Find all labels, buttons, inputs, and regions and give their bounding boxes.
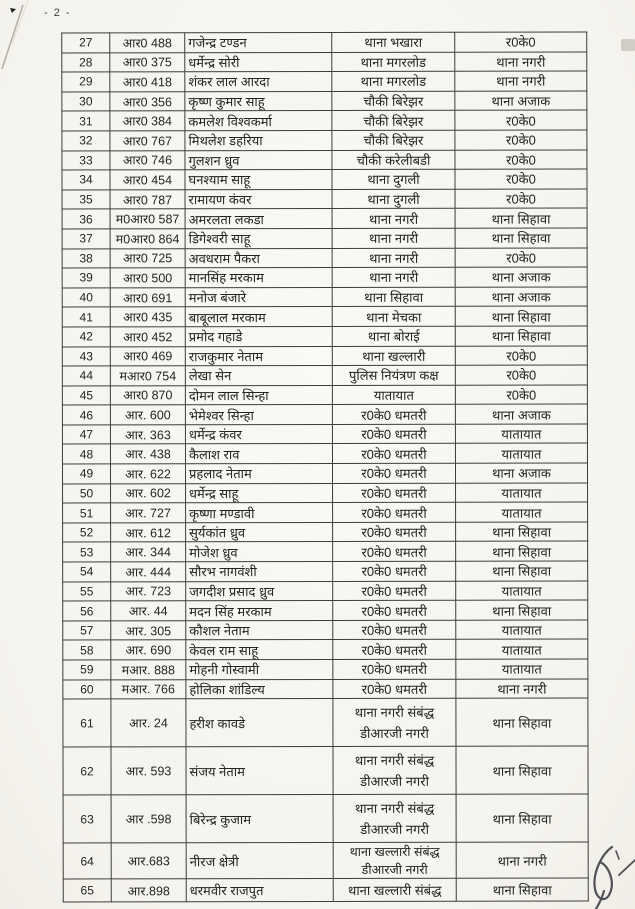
cell-serial-number: 28 <box>62 52 110 72</box>
cell-officer-name: धरमवीर राजपुत <box>186 879 333 902</box>
current-posting-line1: थाना खल्लारी <box>362 348 426 364</box>
cell-new-posting: थाना अजाक <box>455 463 587 483</box>
cell-officer-name: मानसिंह मरकाम <box>185 268 332 288</box>
current-posting-line1: थाना नगरी <box>369 250 419 266</box>
signature-mark <box>594 847 635 909</box>
current-posting-line1: थाना नगरी संबंद्ध <box>354 704 435 721</box>
table-row <box>63 620 588 641</box>
cell-badge-number: आर0 870 <box>110 385 185 405</box>
cell-officer-name: धर्मेन्द्र सोरी <box>185 52 332 72</box>
cell-new-posting: थाना नगरी <box>456 679 588 699</box>
table-row <box>62 287 587 308</box>
cell-new-posting: र0के0 <box>455 365 587 385</box>
cell-serial-number: 60 <box>63 679 111 699</box>
cell-current-posting <box>333 503 456 523</box>
cell-badge-number: आर. 690 <box>111 640 186 660</box>
current-posting-line2: डीआरजी नगरी <box>360 822 430 838</box>
cell-officer-name: भेमेश्वर सिन्हा <box>185 405 332 425</box>
cell-new-posting: थाना अजाक <box>455 91 587 111</box>
cell-new-posting: थाना सिहावा <box>456 600 588 620</box>
table-row <box>62 248 587 269</box>
cell-current-posting <box>332 189 455 209</box>
page-fold-line-artifact <box>2 5 23 69</box>
current-posting-line1: र0के0 धमतरी <box>361 662 427 678</box>
current-posting-line2: डीआरजी नगरी <box>361 863 428 878</box>
cell-officer-name: राजकुमार नेताम <box>185 346 332 366</box>
cell-current-posting <box>332 287 455 307</box>
cell-current-posting <box>332 385 455 405</box>
transfer-list-table <box>61 32 589 903</box>
cell-serial-number: 30 <box>62 92 110 112</box>
cell-serial-number: 46 <box>62 405 110 425</box>
cell-new-posting: थाना सिहावा <box>456 561 588 581</box>
cell-current-posting <box>332 365 455 385</box>
cell-officer-name: अमरलता लकडा <box>185 209 332 229</box>
cell-serial-number: 61 <box>63 699 111 747</box>
cell-current-posting <box>332 32 455 52</box>
current-posting-line1: थाना खल्लारी संबंद्ध <box>349 844 440 860</box>
cell-new-posting: यातायात <box>456 639 588 659</box>
current-posting-line1: र0के0 धमतरी <box>361 407 427 423</box>
cell-badge-number: आर. 44 <box>111 601 186 621</box>
current-posting-line1: थाना भखारा <box>364 35 423 51</box>
cell-new-posting: थाना सिहावा <box>455 208 587 228</box>
cell-badge-number: आर. 363 <box>110 425 185 445</box>
table-row <box>62 326 587 347</box>
table-row <box>62 346 587 367</box>
cell-serial-number: 36 <box>62 209 110 229</box>
cell-current-posting <box>332 405 455 425</box>
cell-badge-number: आर. 612 <box>111 523 186 543</box>
cell-serial-number: 53 <box>63 542 111 562</box>
cell-current-posting <box>332 228 455 248</box>
cell-badge-number: आर.683 <box>111 843 186 879</box>
cell-officer-name: धर्मेन्द्र साहू <box>186 483 333 503</box>
cell-badge-number: आर0 452 <box>110 327 185 347</box>
cell-new-posting: थाना सिहावा <box>456 698 588 746</box>
cell-current-posting <box>332 424 455 444</box>
cell-current-posting <box>332 463 455 483</box>
cell-serial-number: 40 <box>62 288 110 308</box>
current-posting-line1: थाना नगरी <box>369 270 419 286</box>
cell-officer-name: गुलशन ध्रुव <box>185 150 332 170</box>
cell-badge-number: मआर. 888 <box>111 660 186 680</box>
table-row <box>63 659 588 680</box>
cell-officer-name: बाबूलाल मरकाम <box>185 307 332 327</box>
table-row <box>63 679 588 700</box>
cell-serial-number: 45 <box>62 386 110 406</box>
cell-badge-number: आर. 24 <box>111 699 186 747</box>
table-row <box>62 385 587 406</box>
table-row <box>62 169 587 190</box>
current-posting-line1: र0के0 धमतरी <box>361 446 427 462</box>
cell-officer-name: प्रहलाद नेताम <box>185 464 332 484</box>
cell-badge-number: आर.898 <box>111 879 186 902</box>
cell-new-posting: यातायात <box>456 620 588 640</box>
cell-serial-number: 65 <box>63 879 111 902</box>
cell-current-posting <box>333 878 456 901</box>
current-posting-line1: र0के0 धमतरी <box>361 622 427 639</box>
cell-officer-name: लेखा सेन <box>185 366 332 386</box>
cell-badge-number: मआर. 766 <box>111 679 186 699</box>
cell-badge-number: आर. 600 <box>110 405 185 425</box>
cell-current-posting <box>332 248 455 268</box>
cell-new-posting: थाना सिहावा <box>456 541 588 561</box>
cell-serial-number: 42 <box>62 327 110 347</box>
table-row <box>62 110 587 131</box>
cell-new-posting: यातायात <box>455 424 587 444</box>
cell-officer-name: केवल राम साहू <box>186 640 333 660</box>
current-posting-line1: थाना मगरलोड <box>360 54 427 70</box>
cell-officer-name: धर्मेन्द्र कंवर <box>185 424 332 444</box>
cell-serial-number: 64 <box>63 843 111 879</box>
cell-current-posting <box>332 346 455 366</box>
cell-serial-number: 33 <box>62 150 110 170</box>
current-posting-line1: थाना बोराई <box>367 329 420 345</box>
current-posting-line1: र0के0 धमतरी <box>361 485 427 501</box>
current-posting-line1: चौकी करेलीबडी <box>356 152 431 168</box>
cell-new-posting: थाना सिहावा <box>456 746 588 794</box>
current-posting-line1: थाना दुगली <box>367 172 420 188</box>
cell-badge-number: आर0 356 <box>110 92 185 112</box>
cell-new-posting: थाना सिहावा <box>455 326 587 346</box>
cell-serial-number: 31 <box>62 111 110 131</box>
cell-officer-name: जगदीश प्रसाद ध्रुव <box>186 581 333 601</box>
table-row <box>62 32 587 53</box>
cell-current-posting <box>332 169 455 189</box>
cell-current-posting <box>333 679 456 699</box>
table-row <box>62 189 587 210</box>
current-posting-line1: थाना नगरी <box>369 211 419 227</box>
current-posting-line1: थाना नगरी संबंद्ध <box>354 752 435 769</box>
cell-serial-number: 51 <box>63 503 111 523</box>
cell-badge-number: आर0 691 <box>110 287 185 307</box>
page-number: - 2 - <box>44 7 72 19</box>
current-posting-line1: र0के0 धमतरी <box>361 564 427 580</box>
cell-serial-number: 37 <box>62 229 110 249</box>
cell-new-posting: यातायात <box>456 502 588 522</box>
cell-current-posting <box>332 209 455 229</box>
table-row <box>63 502 588 523</box>
ink-speck-artifact <box>10 8 16 13</box>
table-row <box>63 522 588 543</box>
table-body <box>62 32 589 902</box>
cell-current-posting <box>333 659 456 679</box>
current-posting-line1: चौकी बिरेझर <box>363 133 424 149</box>
cell-badge-number: आर0 384 <box>110 111 185 131</box>
current-posting-line1: र0के0 धमतरी <box>361 466 427 482</box>
cell-new-posting: यातायात <box>456 581 588 601</box>
cell-officer-name: रामायण कंवर <box>185 189 332 209</box>
cell-new-posting: यातायात <box>455 444 587 464</box>
cell-serial-number: 38 <box>62 248 110 268</box>
cell-officer-name: मनोज बंजारे <box>185 287 332 307</box>
table-row <box>62 365 587 386</box>
current-posting-line1: र0के0 धमतरी <box>361 642 427 658</box>
table-row <box>63 698 588 747</box>
cell-serial-number: 50 <box>63 484 111 504</box>
current-posting-line2: डीआरजी नगरी <box>360 774 429 790</box>
cell-badge-number: आर. 602 <box>111 483 186 503</box>
cell-new-posting: थाना नगरी <box>455 52 587 72</box>
current-posting-line2: डीआरजी नगरी <box>360 726 429 742</box>
cell-new-posting: थाना नगरी <box>455 71 587 91</box>
cell-current-posting <box>332 71 455 91</box>
cell-serial-number: 29 <box>62 72 110 92</box>
current-posting-line1: चौकी बिरेझर <box>363 113 424 129</box>
cell-badge-number: आर. 593 <box>111 747 186 795</box>
table-row <box>62 208 587 229</box>
cell-new-posting: र0के0 <box>455 110 587 130</box>
cell-current-posting <box>332 150 455 170</box>
current-posting-line1: पुलिस नियंत्रण कक्ष <box>349 368 439 384</box>
cell-new-posting: र0के0 <box>455 32 587 52</box>
cell-new-posting: थाना अजाक <box>455 404 587 424</box>
cell-serial-number: 63 <box>63 795 111 843</box>
current-posting-line1: र0के0 धमतरी <box>361 681 428 697</box>
current-posting-line1: थाना मेचका <box>366 309 422 325</box>
cell-current-posting <box>332 267 455 287</box>
cell-serial-number: 56 <box>63 601 111 621</box>
table-row <box>62 306 587 327</box>
cell-new-posting: यातायात <box>456 483 588 503</box>
current-posting-line1: थाना नगरी संबंद्ध <box>354 800 435 817</box>
cell-serial-number: 48 <box>62 444 110 464</box>
cell-new-posting: थाना सिहावा <box>456 794 588 842</box>
table-row <box>62 130 587 151</box>
cell-officer-name: हरीश कावडे <box>186 699 333 747</box>
cell-new-posting: र0के0 <box>455 346 587 366</box>
cell-new-posting: थाना सिहावा <box>456 878 588 901</box>
cell-current-posting <box>332 91 455 111</box>
cell-officer-name: संजय नेताम <box>186 747 333 795</box>
cell-current-posting <box>333 794 456 842</box>
current-posting-line1: चौकी बिरेझर <box>363 93 424 110</box>
cell-badge-number: आर. 723 <box>111 581 186 601</box>
cell-officer-name: बिरेन्द्र कुजाम <box>186 795 333 843</box>
cell-badge-number: आर. 727 <box>111 503 186 523</box>
cell-serial-number: 34 <box>62 170 110 190</box>
cell-officer-name: कैलाश राव <box>185 444 332 464</box>
cell-serial-number: 27 <box>62 33 110 53</box>
cell-current-posting <box>333 542 456 562</box>
cell-serial-number: 35 <box>62 190 110 210</box>
cell-badge-number: आर. 622 <box>110 464 185 484</box>
cell-badge-number: आर0 418 <box>110 72 185 92</box>
cell-badge-number: आर. 305 <box>111 621 186 641</box>
cell-new-posting: थाना अजाक <box>455 267 587 287</box>
cell-current-posting <box>332 52 455 72</box>
table-row <box>63 541 588 562</box>
cell-new-posting: थाना अजाक <box>455 287 587 307</box>
table-row <box>62 52 587 73</box>
table-row <box>63 746 588 795</box>
cell-new-posting: र0के0 <box>455 130 587 150</box>
cell-officer-name: कौशल नेताम <box>186 620 333 640</box>
cell-serial-number: 43 <box>62 346 110 366</box>
table-row <box>62 444 587 465</box>
cell-current-posting <box>332 130 455 150</box>
cell-serial-number: 59 <box>63 660 111 680</box>
cell-officer-name: डिगेश्वरी साहू <box>185 228 332 248</box>
current-posting-line1: र0के0 धमतरी <box>361 583 427 599</box>
cell-new-posting: र0के0 <box>455 189 587 209</box>
current-posting-line1: र0के0 धमतरी <box>361 505 427 521</box>
cell-serial-number: 54 <box>63 562 111 582</box>
cell-badge-number: आर0 746 <box>110 150 185 170</box>
cell-officer-name: मोजेश ध्रुव <box>186 542 333 562</box>
current-posting-line1: थाना दुगली <box>367 191 420 207</box>
cell-current-posting <box>333 600 456 620</box>
cell-new-posting: थाना नगरी <box>456 842 588 878</box>
cell-current-posting <box>332 444 455 464</box>
cell-badge-number: म0आर0 587 <box>110 209 185 229</box>
current-posting-line1: र0के0 धमतरी <box>361 603 427 619</box>
cell-new-posting: यातायात <box>456 659 588 679</box>
cell-new-posting: थाना सिहावा <box>455 306 587 326</box>
cell-new-posting: र0के0 <box>455 385 587 405</box>
cell-serial-number: 32 <box>62 131 110 151</box>
cell-officer-name: नीरज क्षेत्री <box>186 843 333 879</box>
current-posting-line1: र0के0 धमतरी <box>361 544 427 560</box>
current-posting-line1: थाना सिहावा <box>364 289 424 305</box>
cell-badge-number: मआर0 754 <box>110 366 185 386</box>
cell-officer-name: होलिका शांडिल्य <box>186 679 333 699</box>
table-row <box>62 71 587 92</box>
table-row <box>62 267 587 288</box>
cell-officer-name: प्रमोद गहाडे <box>185 326 332 346</box>
cell-serial-number: 44 <box>62 366 110 386</box>
cell-new-posting: थाना सिहावा <box>455 228 587 248</box>
cell-badge-number: आर0 454 <box>110 170 185 190</box>
cell-current-posting <box>333 581 456 601</box>
cell-badge-number: आर0 469 <box>110 346 185 366</box>
cell-current-posting <box>333 698 456 746</box>
cell-serial-number: 58 <box>63 640 111 660</box>
cell-current-posting <box>333 561 456 581</box>
cell-badge-number: आर0 787 <box>110 189 185 209</box>
cell-serial-number: 49 <box>62 464 110 484</box>
cell-new-posting: थाना सिहावा <box>456 522 588 542</box>
current-posting-line1: थाना खल्लारी संबंद्ध <box>347 882 442 899</box>
cell-badge-number: आर0 767 <box>110 131 185 151</box>
cell-badge-number: आर0 725 <box>110 248 185 268</box>
cell-current-posting <box>332 111 455 131</box>
current-posting-line1: थाना नगरी <box>369 231 419 247</box>
cell-current-posting <box>333 483 456 503</box>
table-row <box>63 794 588 843</box>
cell-serial-number: 55 <box>63 581 111 601</box>
cell-officer-name: सुर्यकांत ध्रुव <box>186 522 333 542</box>
cell-badge-number: आर .598 <box>111 795 186 843</box>
cell-officer-name: दोमन लाल सिन्हा <box>185 385 332 405</box>
table-row <box>63 600 588 621</box>
cell-serial-number: 52 <box>63 523 111 543</box>
cell-new-posting: र0के0 <box>455 248 587 268</box>
cell-current-posting <box>333 842 456 878</box>
cell-officer-name: मिथलेश डहरिया <box>185 130 332 150</box>
cell-badge-number: आर0 488 <box>110 33 185 53</box>
cell-officer-name: कमलेश विश्वकर्मा <box>185 111 332 131</box>
cell-current-posting <box>333 640 456 660</box>
page-fold-line-faint-artifact <box>12 0 28 44</box>
table-row <box>63 639 588 660</box>
cell-serial-number: 39 <box>62 268 110 288</box>
table-row <box>63 878 588 902</box>
current-posting-line1: यातायात <box>373 387 414 403</box>
cell-badge-number: आर. 438 <box>110 444 185 464</box>
table-row <box>63 483 588 504</box>
table-row <box>63 581 588 602</box>
cell-officer-name: शंकर लाल आरदा <box>185 72 332 92</box>
cell-badge-number: आर. 444 <box>111 562 186 582</box>
table-row <box>62 404 587 425</box>
cell-officer-name: कृष्ण कुमार साहू <box>185 91 332 111</box>
cell-serial-number: 47 <box>62 425 110 445</box>
table-row <box>62 228 587 249</box>
cell-badge-number: आर0 435 <box>110 307 185 327</box>
cell-serial-number: 41 <box>62 307 110 327</box>
cell-officer-name: कृष्णा मण्डावी <box>186 503 333 523</box>
table-row <box>62 424 587 445</box>
cell-current-posting <box>332 307 455 327</box>
cell-officer-name: अवधराम पैकरा <box>185 248 332 268</box>
scanner-edge-blob-artifact <box>621 39 635 51</box>
cell-new-posting: र0के0 <box>455 169 587 189</box>
cell-new-posting: र0के0 <box>455 150 587 170</box>
table-row <box>62 150 587 171</box>
current-posting-line1: थाना मगरलोड <box>360 74 427 90</box>
cell-officer-name: सौरभ नागवंशी <box>186 562 333 582</box>
cell-officer-name: गजेन्द्र टण्डन <box>185 32 332 52</box>
cell-badge-number: म0आर0 864 <box>110 229 185 249</box>
cell-officer-name: मदन सिंह मरकाम <box>186 601 333 621</box>
cell-officer-name: घनश्याम साहू <box>185 170 332 190</box>
current-posting-line1: र0के0 धमतरी <box>361 524 427 541</box>
table-row <box>62 463 587 484</box>
cell-badge-number: आर0 500 <box>110 268 185 288</box>
cell-badge-number: आर. 344 <box>111 542 186 562</box>
cell-badge-number: आर0 375 <box>110 52 185 72</box>
table-row <box>63 561 588 582</box>
cell-current-posting <box>332 326 455 346</box>
cell-current-posting <box>333 746 456 794</box>
table-row <box>62 91 587 112</box>
current-posting-line1: र0के0 धमतरी <box>361 426 427 443</box>
cell-current-posting <box>333 522 456 542</box>
cell-current-posting <box>333 620 456 640</box>
cell-serial-number: 62 <box>63 747 111 795</box>
table-row <box>63 842 588 879</box>
cell-serial-number: 57 <box>63 621 111 641</box>
cell-officer-name: मोहनी गोस्वामी <box>186 659 333 679</box>
